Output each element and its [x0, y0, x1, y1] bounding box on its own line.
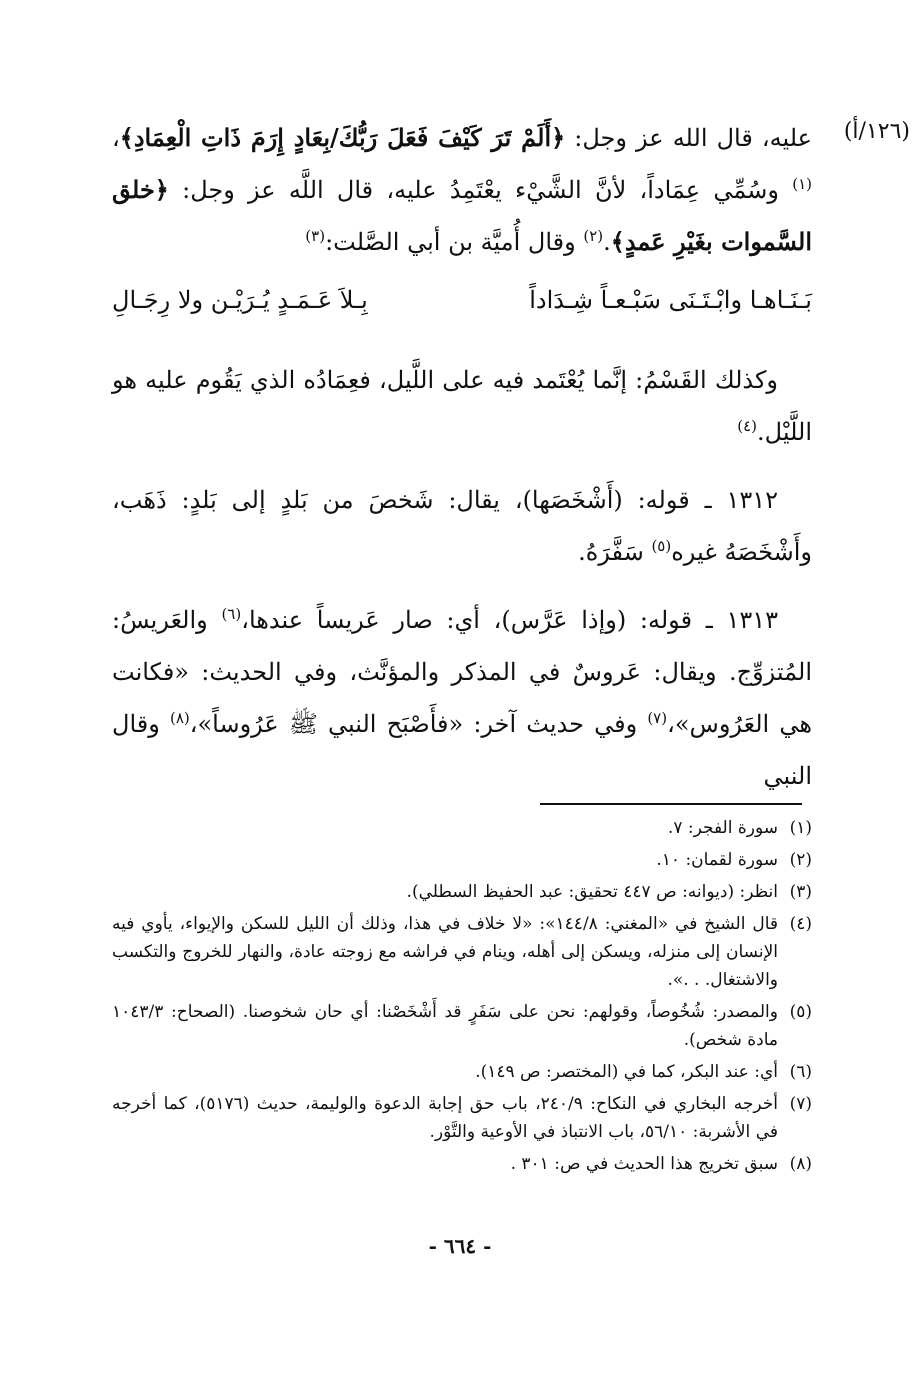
- paragraph-2: [112, 354, 812, 458]
- footnote-text: انظر: (ديوانه: ص ٤٤٧ تحقيق: عبد الحفيظ السطلي).: [406, 882, 778, 902]
- footnote-text: أخرجه البخاري في النكاح: ٢٤٠/٩، باب حق إجابة الدعوة والوليمة، حديث (٥١٧٦)، كما أخرجه في الأشربة: ٥٦/١٠، باب الانتباذ في الأوعية والتَّوْر.: [112, 1094, 779, 1142]
- footnote-item: [112, 1090, 812, 1146]
- footnote-number: (٥): [789, 1002, 812, 1022]
- text-run: وسُمِّي عِمَاداً، لأنَّ الشَّيْء يعْتَمِدُ عليه، قال اللَّه عز وجل:: [168, 176, 793, 204]
- verse-first-hemistich: بَـنَـاهـا وابْـتَـنَى سَبْـعـاً شِـدَاداً: [529, 286, 812, 314]
- footnote-text: أي: عند البكر، كما في (المختصر: ص ١٤٩).: [475, 1062, 778, 1082]
- paragraph-4: [112, 594, 812, 802]
- footnote-item: [112, 1150, 812, 1178]
- footnote-text: والمصدر: شُخُوصاً، وقولهم: نحن على سَفَرٍ قد أَشْخَصْنا: أي حان شخوصنا. (الصحاح: ١٠٤٣/٣ مادة شخص).: [112, 1002, 778, 1050]
- verse-second-hemistich: بِـلاَ عَـمَـدٍ يُـرَيْـن ولا رِجَـالِ: [112, 286, 368, 314]
- text-run: وكذلك القَسْمُ: إنَّما يُعْتَمد فيه على اللَّيل، فعِمَادُه الذي يَقُوم عليه هو اللَّيْل.: [112, 366, 812, 446]
- footnote-number: (٧): [789, 1094, 812, 1114]
- footnote-marker: (٥): [651, 537, 672, 555]
- quran-quote: ﴿أَلَمْ تَرَ كَيْفَ فَعَلَ رَبُّكَ/بِعَادٍ إِرَمَ ذَاتِ الْعِمَادِ﴾: [119, 123, 566, 152]
- footnote-marker: (١): [792, 175, 812, 193]
- text-run: ١٣١٣ ـ قوله: (وإذا عَرَّس)، أي: صار عَريساً عندها،: [241, 606, 778, 634]
- main-text: [112, 112, 812, 802]
- footnote-marker: (٤): [737, 417, 758, 435]
- footnote-number: (٨): [789, 1154, 812, 1174]
- text-run: وفي حديث آخر: «فأَصْبَح النبي ﷺ عَرُوساً»،: [189, 710, 648, 738]
- footnote-item: [112, 878, 812, 906]
- footnote-marker: (٢): [583, 227, 604, 245]
- footnote-marker: (٦): [221, 605, 242, 623]
- text-run: وقال أُميَّة بن أبي الصَّلت:: [325, 228, 584, 256]
- footnote-text: سورة لقمان: ١٠.: [656, 850, 778, 870]
- footnote-item: [112, 846, 812, 874]
- footnote-text: سورة الفجر: ٧.: [667, 818, 778, 838]
- poetry-verse: [112, 274, 812, 326]
- footnote-marker: (٨): [169, 709, 190, 727]
- footnote-item: [112, 1058, 812, 1086]
- footnote-item: [112, 814, 812, 842]
- footnote-marker: (٧): [647, 709, 668, 727]
- footnote-number: (٦): [789, 1062, 812, 1082]
- footnote-marker: (٣): [305, 227, 326, 245]
- footnote-text: سبق تخريج هذا الحديث في ص: ٣٠١ .: [510, 1154, 778, 1174]
- page-number: - ٦٦٤ -: [428, 1234, 492, 1258]
- margin-folio-reference: (١٢٦/أ): [843, 119, 910, 144]
- text-run: عليه، قال الله عز وجل:: [565, 124, 812, 152]
- text-run: وقال النبي: [112, 710, 812, 790]
- paragraph-3: [112, 474, 812, 578]
- footnotes: [112, 814, 812, 1182]
- text-run: .: [603, 228, 611, 256]
- text-run: سَفَّرَهُ.: [578, 538, 652, 566]
- text-run: ١٣١٢ ـ قوله: (أَشْخَصَها)، يقال: شَخصَ من بَلدٍ إلى بَلدٍ: ذَهَب، وأَشْخَصَهُ غيره: [112, 486, 812, 566]
- footnote-item: [112, 998, 812, 1054]
- footnote-number: (٣): [789, 882, 812, 902]
- text-run: والعَريسُ: المُتزوِّج. ويقال: عَروسٌ في المذكر والمؤنَّث، وفي الحديث: «فكانت هي العَرُوس»،: [112, 606, 813, 738]
- footnote-separator: [540, 803, 802, 805]
- paragraph-1: [112, 112, 812, 268]
- footnote-number: (٢): [789, 850, 812, 870]
- footnote-number: (١): [789, 818, 812, 838]
- footnote-item: [112, 910, 812, 994]
- footnote-number: (٤): [789, 914, 812, 934]
- quran-quote: ﴿خلق السَّموات بغَيْرِ عَمدٍ﴾: [112, 175, 812, 256]
- text-run: ،: [112, 124, 120, 152]
- footnote-text: قال الشيخ في «المغني: ١٤٤/٨»: «لا خلاف في هذا، وذلك أن الليل للسكن والإيواء، يأوي فيه الإنسان إلى منزله، ويسكن إلى أهله، وينام في فراشه مع زوجته عادة، والنهار للخروج والتكسب والاشتغال. . .».: [112, 914, 778, 990]
